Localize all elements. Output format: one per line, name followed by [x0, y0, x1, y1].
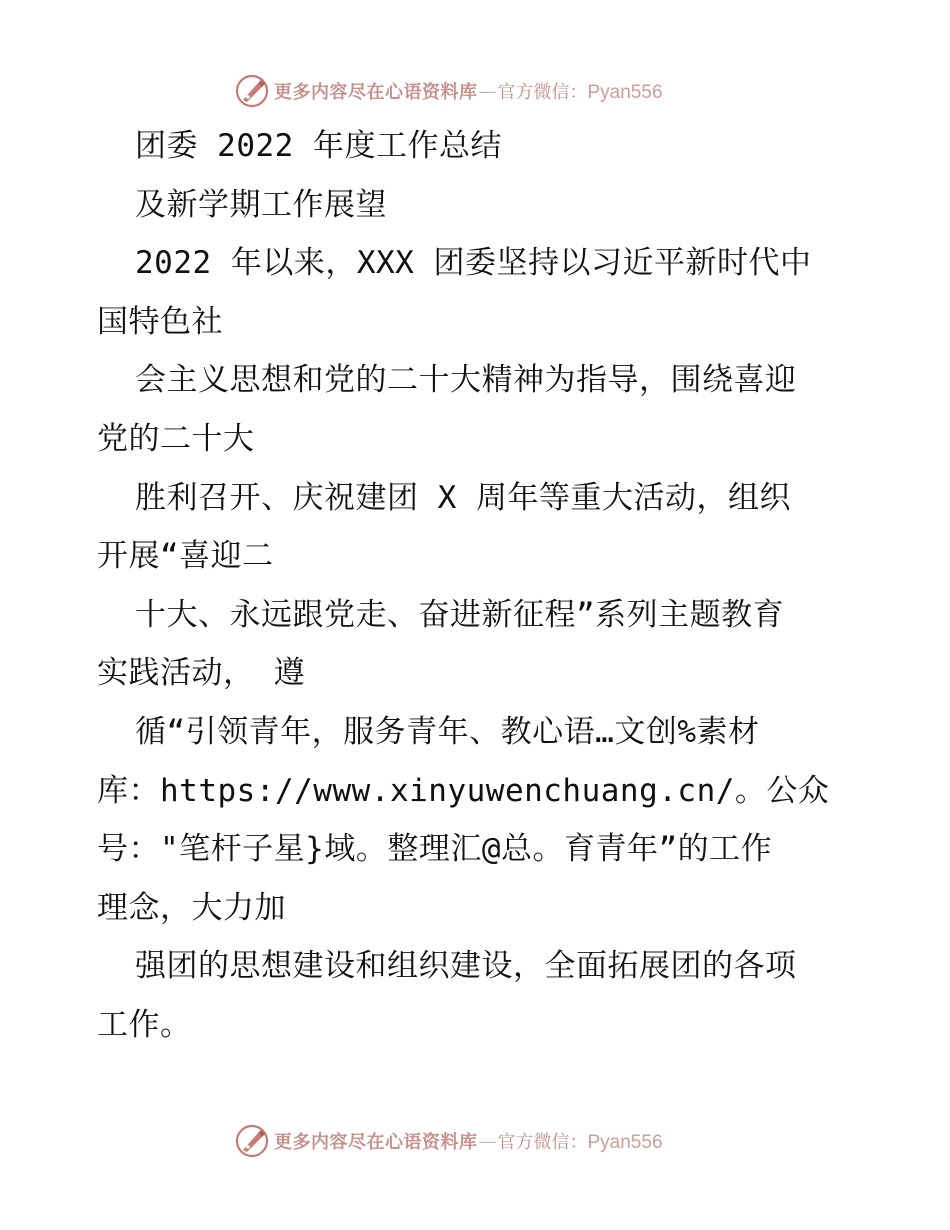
watermark-site-text: 更多内容尽在心语资料库 [274, 82, 478, 103]
text-line: 会主义思想和党的二十大精神为指导，围绕喜迎 [135, 362, 797, 399]
header-watermark [234, 71, 663, 111]
watermark-contact-label: 官方微信： [497, 82, 588, 103]
text-line: 胜利召开、庆祝建团 X 周年等重大活动，组织 [135, 479, 791, 516]
watermark-site-text: 更多内容尽在心语资料库 [274, 1132, 478, 1153]
text-line: 库：https://www.xinyuwenchuang.cn/。公众 [97, 772, 830, 809]
watermark-separator: — [478, 1130, 497, 1152]
watermark-contact-handle: Pyan556 [587, 1132, 663, 1153]
text-line: 理念，大力加 [97, 889, 286, 926]
text-line: 十大、永远跟党走、奋进新征程”系列主题教育 [135, 596, 785, 633]
text-line: 开展“喜迎二 [97, 538, 274, 575]
text-line: 号："笔杆子星}域。整理汇@总。育青年”的工作 [97, 831, 773, 868]
text-line: 及新学期工作展望 [135, 186, 387, 223]
text-line: 强团的思想建设和组织建设，全面拓展团的各项 [135, 948, 797, 985]
watermark-contact-label: 官方微信： [497, 1132, 588, 1153]
text-line: 实践活动， 遵 [97, 655, 306, 692]
text-line: 党的二十大 [97, 420, 255, 457]
text-line: 团委 2022 年度工作总结 [135, 128, 502, 164]
watermark-contact [498, 78, 663, 104]
document-body [97, 117, 887, 1055]
watermark-contact-handle: Pyan556 [587, 82, 663, 103]
watermark-contact [498, 1128, 663, 1154]
pen-nib-circle-icon [234, 1123, 270, 1159]
text-line: 2022 年以来，XXX 团委坚持以习近平新时代中 [135, 245, 812, 282]
watermark-separator: — [478, 80, 497, 102]
pen-nib-circle-icon [234, 73, 270, 109]
text-line: 工作。 [97, 1006, 192, 1043]
text-line: 循“引领青年，服务青年、教心语…文创%素材 [135, 713, 760, 750]
text-line: 国特色社 [97, 303, 223, 340]
footer-watermark [234, 1121, 663, 1161]
